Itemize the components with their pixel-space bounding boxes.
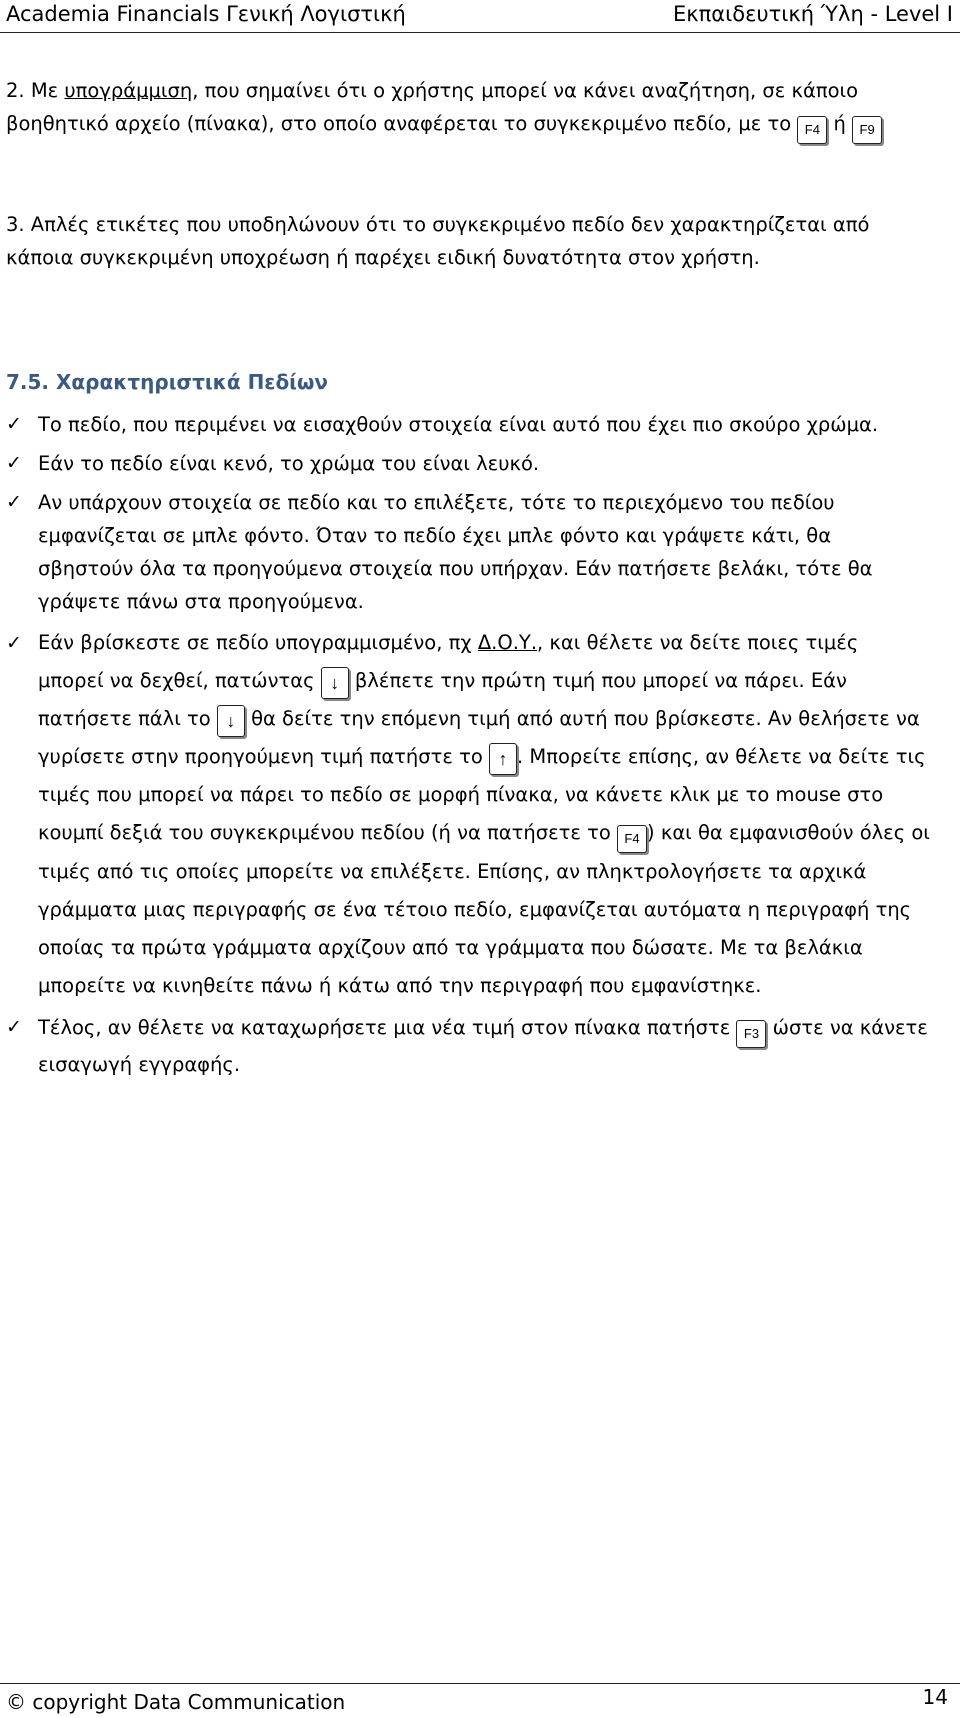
f4-key-icon: F4	[617, 825, 647, 853]
checkmark-icon: ✓	[6, 413, 22, 435]
checkmark-icon: ✓	[6, 1016, 22, 1038]
list-item-text: βλέπετε την πρώτη τιμή που μπορεί να πάρει. Εάν πατήσετε πάλι το	[38, 669, 847, 730]
item-number: 2.	[6, 79, 31, 102]
up-arrow-key-icon: ↑	[489, 743, 517, 775]
copyright-text: © copyright Data Communication	[6, 1690, 346, 1714]
list-item-text: Εάν βρίσκεστε σε πεδίο υπογραμμισμένο, πχ	[38, 631, 478, 654]
down-arrow-key-icon: ↓	[217, 705, 245, 737]
checkmark-icon: ✓	[6, 632, 22, 654]
list-item-text: ώστε να κάνετε εισαγωγή εγγραφής.	[38, 1016, 928, 1076]
list-item-text: . Μπορείτε επίσης, αν θέλετε να δείτε τις τιμές που μπορεί να πάρει το πεδίο σε μορφή πίνακα, να κάνετε κλικ με το mouse στο κουμπί δεξιά του συγκεκριμένου πεδίου (ή να πατήσετε το	[38, 745, 926, 844]
list-item	[0, 486, 930, 618]
page-number: 14	[922, 1685, 948, 1709]
list-item	[0, 1011, 930, 1081]
item-text: ή	[827, 112, 853, 135]
list-item-text: Το πεδίο, που περιμένει να εισαχθούν στοιχεία είναι αυτό που έχει πιο σκούρο χρώμα.	[38, 413, 879, 436]
header-subtitle: Εκπαιδευτική Ύλη - Level I	[673, 2, 953, 26]
underlined-term: Δ.Ο.Υ.	[477, 631, 538, 654]
item-3-paragraph: 3. Απλές ετικέτες που υποδηλώνουν ότι το συγκεκριμένο πεδίο δεν χαρακτηρίζεται από κάποια συγκεκριμένη υποχρέωση ή παρέχει ειδική δυνατότητα στον χρήστη.	[6, 213, 870, 269]
f4-key-icon: F4	[797, 116, 827, 144]
section-title: 7.5. Χαρακτηριστικά Πεδίων	[6, 370, 328, 394]
list-item-text: Αν υπάρχουν στοιχεία σε πεδίο και το επιλέξετε, τότε το περιεχόμενο του πεδίου εμφανίζεται σε μπλε φόντο. Όταν το πεδίο έχει μπλε φόντο και γράψετε κάτι, θα σβηστούν όλα τα προηγούμενα στοιχεία που υπήρχαν. Εάν πατήσετε βελάκι, τότε θα γράψετε πάνω στα προηγούμενα.	[38, 491, 873, 613]
item-2-paragraph	[6, 74, 926, 144]
features-list	[0, 408, 930, 1081]
list-item	[0, 408, 930, 441]
down-arrow-key-icon: ↓	[321, 667, 349, 699]
list-item-text: Εάν το πεδίο είναι κενό, το χρώμα του είναι λευκό.	[38, 452, 540, 475]
underlined-term: υπογράμμιση	[64, 79, 193, 102]
item-text: Με	[30, 79, 65, 102]
f3-key-icon: F3	[736, 1020, 766, 1048]
list-item-text: , και θέλετε να δείτε ποιες τιμές μπορεί να δεχθεί, πατώντας	[38, 631, 859, 692]
list-item-text: Τέλος, αν θέλετε να καταχωρήσετε μια νέα τιμή στον πίνακα πατήστε	[38, 1016, 737, 1039]
item-text: , που σημαίνει ότι ο χρήστης μπορεί να κάνει αναζήτηση, σε κάποιο βοηθητικό αρχείο (πίνακα), στο οποίο αναφέρεται το συγκεκριμένο πεδίο, με το	[6, 79, 859, 135]
list-item-text: ) και θα εμφανισθούν όλες οι τιμές από τις οποίες μπορείτε να επιλέξετε. Επίσης, αν πληκτρολογήσετε τα αρχικά γράμματα μιας περιγραφής σε ένα τέτοιο πεδίο, εμφανίζεται αυτόματα η περιγραφή της οποίας τα πρώτα γράμματα αρχίζουν από τα γράμματα που δώσατε. Με τα βελάκια μπορείτε να κινηθείτε πάνω ή κάτω από την περιγραφή που εμφανίστηκε.	[38, 821, 930, 997]
list-item	[0, 447, 930, 480]
checkmark-icon: ✓	[6, 491, 22, 513]
header-title: Academia Financials Γενική Λογιστική	[6, 2, 406, 26]
checkmark-icon: ✓	[6, 452, 22, 474]
list-item-text: θα δείτε την επόμενη τιμή από αυτή που βρίσκεστε. Αν θελήσετε να γυρίσετε στην προηγούμενη τιμή πατήστε το	[38, 707, 920, 768]
page-header	[0, 0, 960, 33]
f9-key-icon: F9	[852, 116, 882, 144]
list-item	[0, 624, 930, 1005]
footer-divider	[0, 1683, 960, 1684]
